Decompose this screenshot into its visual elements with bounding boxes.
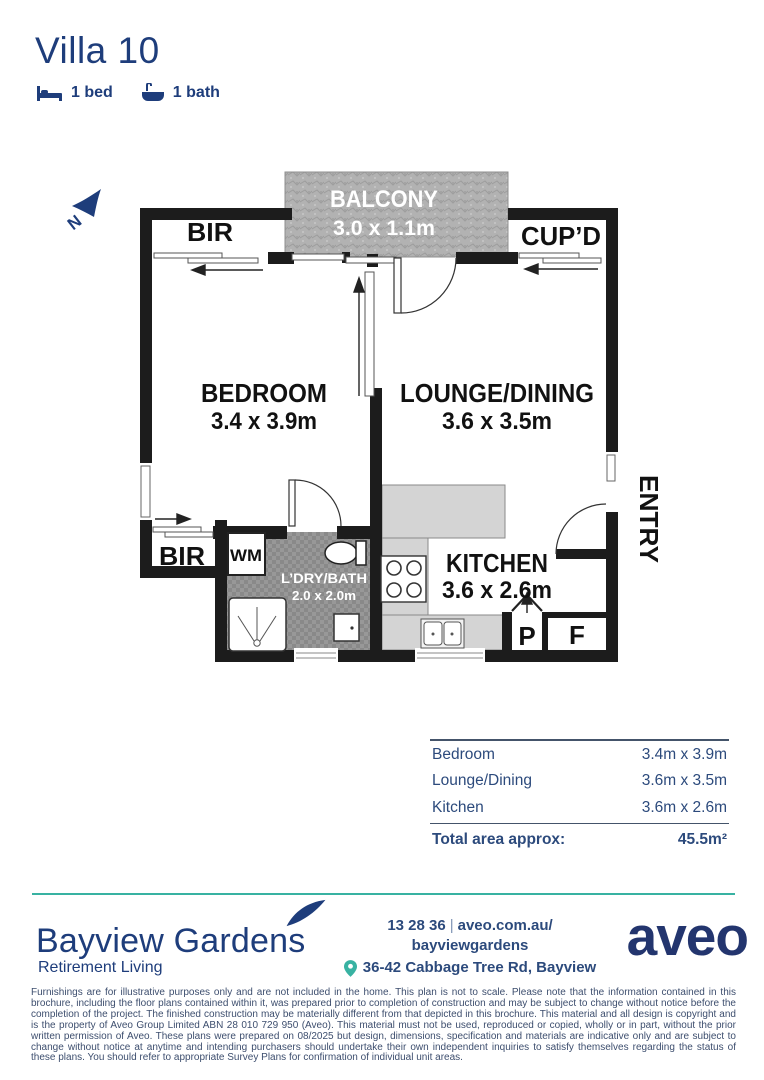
address-line: [340, 958, 600, 978]
row-value: 3.6m x 3.5m: [641, 772, 727, 789]
north-arrow: [64, 189, 101, 234]
bed-spec-label: 1 bed: [71, 83, 113, 101]
kitchen-window: [415, 648, 485, 664]
total-value: 45.5m²: [677, 830, 727, 848]
map-pin-icon: [344, 960, 357, 977]
brand-subtitle: Retirement Living: [38, 959, 163, 976]
room-label-lounge: LOUNGE/DINING: [400, 378, 594, 408]
room-dims-laundry: 2.0 x 2.0m: [292, 588, 356, 603]
entry-sidelight-window: [607, 455, 615, 481]
table-total-row: [430, 824, 729, 849]
entry-label: ENTRY: [634, 475, 664, 563]
pantry-label: P: [518, 621, 536, 651]
total-label: Total area approx:: [432, 830, 566, 848]
page-title: Villa 10: [35, 30, 160, 71]
row-value: 3.4m x 3.9m: [641, 745, 727, 763]
room-label-bedroom: BEDROOM: [201, 378, 327, 408]
address-text: 36-42 Cabbage Tree Rd, Bayview: [362, 959, 597, 976]
vanity: [334, 614, 359, 641]
row-value: 3.6m x 2.6m: [641, 798, 727, 816]
brand-name: Bayview Gardens: [36, 922, 306, 960]
contact-line-2: bayviewgardens: [411, 937, 529, 954]
room-label-kitchen: KITCHEN: [446, 548, 548, 578]
contact-block: [340, 916, 600, 978]
room-label-cupd: CUP’D: [521, 221, 601, 251]
balcony: [285, 172, 508, 257]
north-label: N: [63, 211, 86, 234]
bath-opening: [294, 648, 338, 664]
room-dims-bedroom: 3.4 x 3.9m: [211, 408, 317, 435]
bath-spec-label: 1 bath: [172, 83, 220, 101]
aveo-logo: aveo: [626, 905, 748, 967]
room-label-bir-top: BIR: [187, 217, 234, 247]
row-label: Bedroom: [432, 745, 495, 763]
room-dims-kitchen: 3.6 x 2.6m: [442, 577, 552, 604]
area-table: [430, 739, 729, 849]
brand-leaf-icon: [281, 898, 330, 929]
contact-separator: |: [449, 917, 454, 934]
website-url: aveo.com.au/: [457, 917, 553, 934]
room-dims-balcony: 3.0 x 1.1m: [333, 217, 435, 240]
room-label-bir-bottom: BIR: [159, 541, 206, 571]
room-label-balcony: BALCONY: [330, 186, 438, 213]
room-dims-lounge: 3.6 x 3.5m: [442, 408, 552, 435]
entry-door-arc: [556, 504, 606, 554]
footer-divider: [32, 893, 735, 895]
toilet: [325, 542, 357, 564]
wm-label: WM: [230, 546, 262, 565]
phone-number: 13 28 36: [387, 917, 446, 934]
row-label: Lounge/Dining: [432, 772, 532, 789]
fridge-label: F: [569, 620, 585, 650]
table-row: [430, 741, 729, 768]
disclaimer-text: Furnishings are for illustrative purposes only and are not included in the home. This plan is not to scale. Please note that the information contained in this brochure, including the floor plans contained within it, was prepared prior to completion of construction and may be subject to change without notice before the completion of the project. The finished construction may be materially different from that depicted in this brochure. This material and all design is copyright and is the property of Aveo Group Limited ABN 28 010 729 950 (Aveo). This material must not be used, reproduced or copied, wholly or in part, without the prior written permission of Aveo. These plans were prepared on 08/2025 but design, dimensions, specification and materials are indicative only and are subject to change without notice at anytime and intending purchasers should undertake their own independent inquiries to satisfy themselves regarding the status of these plans. You should refer to appropriate Survey Plans for confirmation of individual unit areas.: [31, 987, 736, 1064]
room-label-laundry: L’DRY/BATH: [281, 570, 367, 586]
row-label: Kitchen: [432, 798, 484, 816]
table-row: [430, 768, 729, 795]
contact-line-1: [340, 916, 600, 936]
bedroom-window: [141, 466, 150, 517]
table-row: [430, 794, 729, 821]
